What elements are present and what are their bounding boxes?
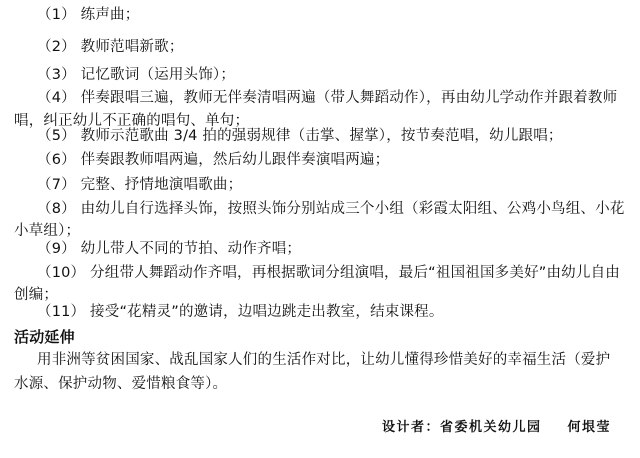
extension-line-2: 水源、保护动物、爱惜粮食等）。 [14, 376, 228, 392]
step-1: （1） 练声曲； [37, 7, 140, 23]
signature-name: 何垠莹 [567, 420, 612, 435]
step-11: （11） 接受“花精灵”的邀请，边唱边跳走出教室，结束课程。 [37, 304, 444, 320]
step-8: （8） 由幼儿自行选择头饰，按照头饰分别站成三个小组（彩霞太阳组、公鸡小鸟组、小花 [37, 201, 625, 217]
step-2: （2） 教师范唱新歌； [37, 39, 184, 55]
signature [382, 418, 611, 438]
step-6: （6） 伴奏跟教师唱两遍，然后幼儿跟伴奏演唱两遍； [37, 152, 390, 168]
step-4: （4） 伴奏跟唱三遍，教师无伴奏清唱两遍（带人舞蹈动作），再由幼儿学动作并跟着教师 [37, 90, 618, 106]
extension-heading: 活动延伸 [14, 328, 75, 346]
extension-line-1: 用非洲等贫困国家、战乱国家人们的生活作对比，让幼儿懂得珍惜美好的幸福生活（爱护 [37, 352, 611, 368]
signature-label: 设计者：省委机关幼儿园 [382, 420, 542, 435]
step-10-continued: 创编； [14, 287, 59, 303]
step-3: （3） 记忆歌词（运用头饰）； [37, 67, 236, 83]
step-4-continued: 唱，纠正幼儿不正确的唱句、单句； [14, 113, 250, 129]
step-9: （9） 幼儿带人不同的节拍、动作齐唱； [37, 241, 302, 257]
step-8-continued: 小草组）； [14, 223, 81, 239]
step-5: （5） 教师示范歌曲 3/4 拍的强弱规律（击掌、握掌），按节奏范唱，幼儿跟唱； [37, 128, 563, 144]
step-10: （10） 分组带人舞蹈动作齐唱，再根据歌词分组演唱，最后“祖国祖国多美好”由幼儿自由 [37, 265, 620, 281]
step-7: （7） 完整、抒情地演唱歌曲； [37, 177, 243, 193]
